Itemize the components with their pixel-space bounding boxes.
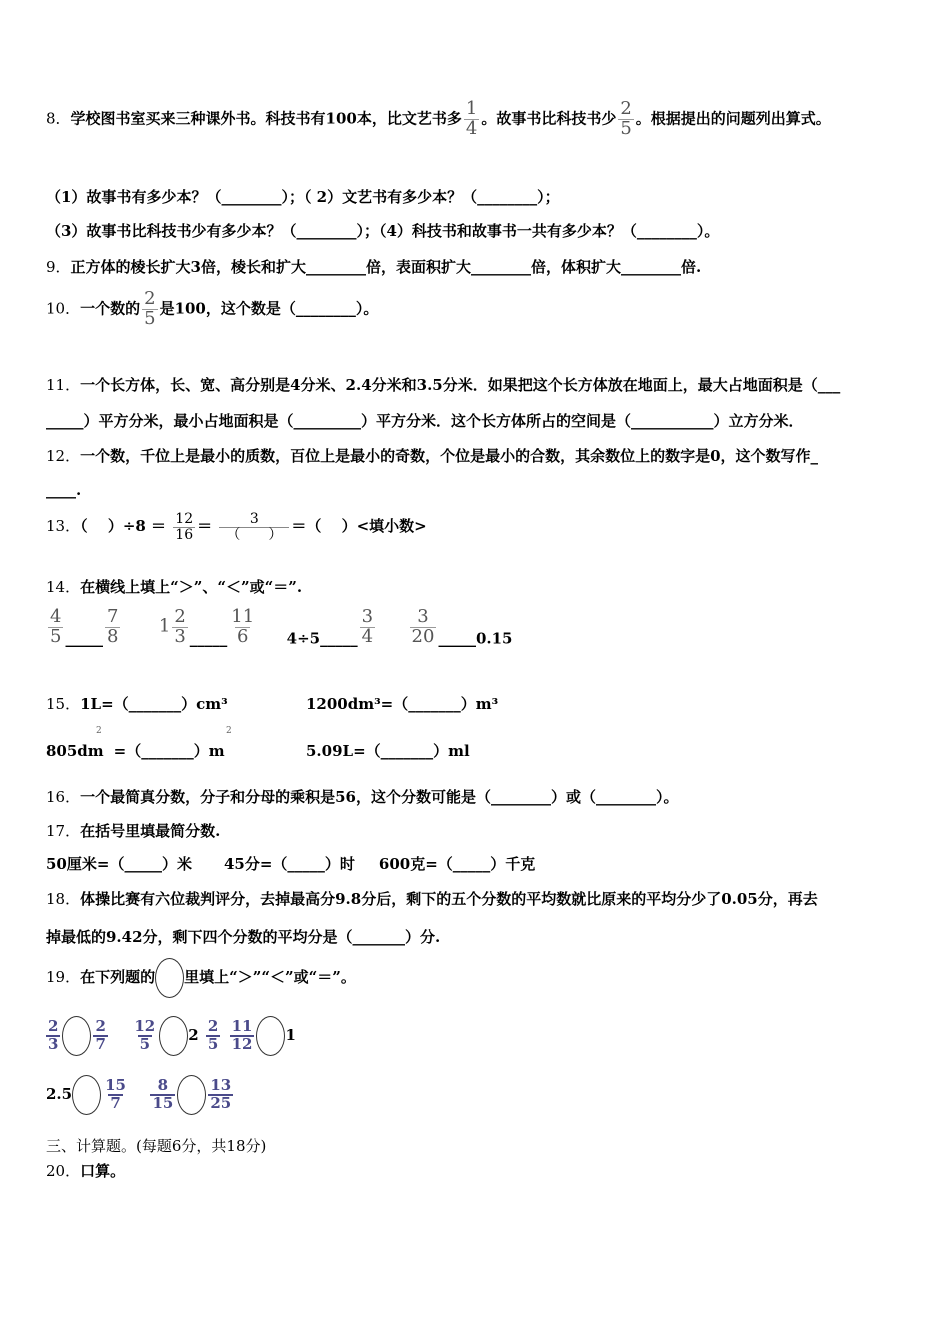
question-text: 体操比赛有六位裁判评分，去掉最高分9.8分后，剩下的五个分数的平均数就比原来的平均分少了0.05分，再去 xyxy=(80,890,818,908)
question-text: 在横线上填上“＞”、“＜”或“＝”. xyxy=(80,578,303,596)
numerator: 2 xyxy=(95,1017,106,1036)
denominator: 7 xyxy=(95,1035,106,1053)
numerator: 11 xyxy=(231,1017,253,1036)
fraction xyxy=(132,1019,157,1053)
question-number: 18． xyxy=(46,890,81,908)
question-text: 正方体的棱长扩大3倍，棱长和扩大________倍，表面积扩大________倍，体积扩大________倍. xyxy=(70,258,702,276)
fraction xyxy=(173,512,195,542)
question-20 xyxy=(46,1160,125,1181)
numerator: 12 xyxy=(175,511,194,527)
fraction xyxy=(410,608,437,647)
conversion-a: 1L=（_______）cm³ xyxy=(80,695,228,713)
numerator: 2 xyxy=(207,1017,219,1036)
question-text: 一个最简真分数，分子和分母的乘积是56，这个分数可能是（________）或（________）。 xyxy=(80,788,679,806)
numerator: 2 xyxy=(620,98,632,119)
question-15 xyxy=(46,693,228,714)
question-number: 19． xyxy=(46,968,81,986)
denominator: 4 xyxy=(465,117,478,139)
fraction xyxy=(93,1019,107,1053)
question-number: 16． xyxy=(46,788,81,806)
question-8-sub1: （1）故事书有多少本？（________）；（ 2）文艺书有多少本？（________）； xyxy=(46,188,560,206)
item-a: 50厘米=（_____）米 xyxy=(46,855,192,873)
numerator: 8 xyxy=(157,1076,169,1095)
equals-sign: ＝ xyxy=(197,517,213,536)
numerator: 15 xyxy=(105,1076,126,1095)
numerator: 4 xyxy=(50,606,62,627)
question-number: 14． xyxy=(46,578,81,596)
numerator: 1 xyxy=(465,98,478,119)
question-19-row2 xyxy=(46,1075,235,1115)
answer-oval[interactable] xyxy=(155,958,184,998)
question-8 xyxy=(46,100,831,139)
numerator: 2 xyxy=(48,1017,59,1036)
denominator: 8 xyxy=(106,625,119,647)
item-b: 45分=（_____）时 xyxy=(223,855,355,873)
fraction xyxy=(172,608,187,647)
question-text: 在下列题的 xyxy=(80,968,156,986)
question-text: 。根据提出的问题列出算式。 xyxy=(635,109,831,128)
question-19-row1 xyxy=(44,1016,296,1056)
question-text: 口算。 xyxy=(80,1162,126,1180)
numerator: 2 xyxy=(144,288,156,309)
denominator: 20 xyxy=(411,625,435,647)
question-text: 一个数，千位上是最小的质数，百位上是最小的奇数，个位是最小的合数，其余数位上的数字是0，这个数写作_ xyxy=(80,447,819,465)
question-18-line2: 掉最低的9.42分，剩下四个分数的平均分是（_______）分. xyxy=(46,928,441,946)
question-number: 11． xyxy=(46,376,81,394)
conversion-c xyxy=(46,740,225,761)
question-number: 9． xyxy=(46,258,71,276)
answer-blank[interactable]: _____ xyxy=(189,629,228,648)
numerator: 3 xyxy=(417,606,429,627)
answer-oval[interactable] xyxy=(177,1075,206,1115)
numerator: 3 xyxy=(249,511,259,527)
numerator: 11 xyxy=(231,606,255,627)
value: 2 xyxy=(188,1026,199,1044)
question-text: 在括号里填最简分数. xyxy=(80,822,221,840)
denominator: 6 xyxy=(237,625,249,647)
section-heading: 三、计算题。(每题6分，共18分) xyxy=(46,1137,267,1155)
denominator: 5 xyxy=(139,1035,150,1053)
item-c: 600克=（_____）千克 xyxy=(378,855,536,873)
numerator: 12 xyxy=(134,1017,156,1036)
question-14 xyxy=(46,576,302,597)
whole-number: 1 xyxy=(158,615,171,637)
question-16 xyxy=(46,786,678,807)
question-number: 17． xyxy=(46,822,81,840)
fraction xyxy=(618,100,633,139)
fraction xyxy=(150,1078,175,1112)
question-18 xyxy=(46,888,818,909)
denominator: 5 xyxy=(620,117,632,139)
numerator: 3 xyxy=(361,606,374,627)
question-text: 学校图书室买来三种课外书。科技书有100本，比文艺书多 xyxy=(70,109,462,128)
fraction xyxy=(48,608,63,647)
question-number: 13． xyxy=(46,517,81,536)
question-text: 。故事书比科技书少 xyxy=(481,109,617,128)
question-number: 20． xyxy=(46,1162,81,1180)
answer-oval[interactable] xyxy=(62,1016,91,1056)
fraction xyxy=(219,512,289,542)
fraction xyxy=(103,1078,128,1112)
fraction xyxy=(229,608,256,647)
answer-blank[interactable]: _____ xyxy=(320,629,358,648)
question-11-line2: _____）平方分米，最小占地面积是（_________）平方分米．这个长方体所占的空间是（___________）立方分米． xyxy=(46,412,804,430)
question-text: 里填上“＞”“＜”或“＝”。 xyxy=(184,968,356,986)
conversion-b: 1200dm³=（_______）m³ xyxy=(306,695,499,713)
fraction xyxy=(230,1019,255,1053)
denominator: 5 xyxy=(50,625,62,647)
answer-blank[interactable]: _____ xyxy=(438,629,476,648)
fraction xyxy=(105,608,120,647)
question-12 xyxy=(46,445,818,466)
question-17-items xyxy=(46,853,535,874)
question-12-line2: ____. xyxy=(46,481,82,499)
numerator: 13 xyxy=(210,1076,232,1095)
fraction xyxy=(46,1019,60,1053)
numerator: 7 xyxy=(106,606,119,627)
fraction xyxy=(142,290,157,329)
numerator: 2 xyxy=(174,606,186,627)
question-11 xyxy=(46,374,840,395)
value: 2.5 xyxy=(46,1085,73,1103)
question-8-sub2: （3）故事书比科技书少有多少本？（________）；（4）科技书和故事书一共有多少本？（________）。 xyxy=(46,222,720,240)
denominator: 4 xyxy=(361,625,374,647)
question-number: 12． xyxy=(46,447,81,465)
fraction xyxy=(206,1019,220,1053)
denominator: 3 xyxy=(174,625,186,647)
question-10 xyxy=(46,290,378,329)
question-13 xyxy=(46,512,427,542)
question-text: ＝（ ）<填小数> xyxy=(291,517,427,536)
question-17 xyxy=(46,820,220,841)
fraction xyxy=(360,608,375,647)
question-text: 一个数的 xyxy=(80,299,141,318)
answer-blank[interactable]: _____ xyxy=(65,629,103,648)
expression: 4÷5 xyxy=(286,629,321,648)
denominator: 3 xyxy=(48,1035,59,1053)
answer-oval[interactable] xyxy=(72,1075,101,1115)
fraction xyxy=(464,100,479,139)
value: 1 xyxy=(285,1026,296,1044)
fraction xyxy=(208,1078,233,1112)
denominator: 25 xyxy=(210,1094,232,1112)
question-19 xyxy=(46,958,356,998)
denominator: 7 xyxy=(110,1094,121,1112)
value: 0.15 xyxy=(475,629,513,648)
question-number: 10． xyxy=(46,299,81,318)
denominator: 5 xyxy=(144,307,156,329)
question-9 xyxy=(46,256,701,277)
conversion-c-right: =（_______）m xyxy=(113,742,225,760)
answer-oval[interactable] xyxy=(256,1016,285,1056)
denominator: 16 xyxy=(175,526,194,543)
denominator: 5 xyxy=(207,1035,219,1053)
superscript: 2 xyxy=(226,726,232,736)
question-number: 8． xyxy=(46,109,71,128)
question-number: 15． xyxy=(46,695,81,713)
denominator: （ ） xyxy=(219,527,289,543)
superscript: 2 xyxy=(96,726,102,736)
question-text: 一个长方体，长、宽、高分别是4分米、2.4分米和3.5分米．如果把这个长方体放在地面上，最大占地面积是（___ xyxy=(80,376,841,394)
conversion-c-left: 805dm xyxy=(46,742,104,760)
question-text: （ ）÷8 ＝ xyxy=(80,517,167,536)
denominator: 12 xyxy=(231,1035,253,1053)
answer-oval[interactable] xyxy=(159,1016,188,1056)
conversion-d: 5.09L=（_______）ml xyxy=(306,742,470,760)
question-14-items xyxy=(46,608,512,647)
question-text: 是100，这个数是（________）。 xyxy=(159,299,379,318)
denominator: 15 xyxy=(152,1094,174,1112)
